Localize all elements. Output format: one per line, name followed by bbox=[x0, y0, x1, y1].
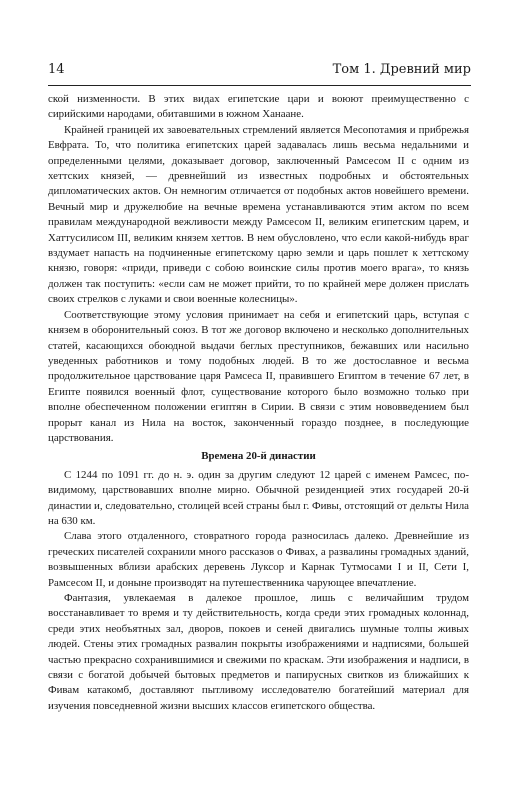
page-body bbox=[48, 92, 469, 714]
header-rule bbox=[48, 85, 471, 86]
section-title: Времена 20-й династии bbox=[201, 450, 316, 463]
paragraph: С 1244 по 1091 гг. до н. э. один за другим следуют 12 царей с именем Рамсес, по-видимому, царствовавших вполне мирно. Обычной резиденцией этих государей 20-й династии и, следовательно, столицей всей страны был г. Фивы, отстоящий от дельты Нила на 630 км. bbox=[48, 468, 469, 527]
paragraph: Фантазия, увлекаемая в далекое прошлое, лишь с величайшим трудом восстанавливает то время и ту действительность, когда среди этих громадных колоннад, среди этих необъятных зал, дворов, покоев и сеней двигались шумные толпы живых людей. Стены этих громадных развалин покрыты изображениями и надписями, большей частью прекрасно сохранившимися и свежими по краскам. Эти изображения и надписи, в связи с богатой добычей бытовых предметов и папирусных свитков из ближайших к Фивам катакомб, доставляют пытливому исследователю богатейший материал для изучения повседневной жизни высших классов египетского общества. bbox=[48, 592, 469, 712]
page-number: 14 bbox=[48, 62, 65, 77]
paragraph: Крайней границей их завоевательных стремлений является Месопотамия и прибрежья Евфрата. То, что политика египетских царей задавалась лишь весьма недальними и определенными целями, доказывает договор, заключенный Рамсесом II с одним из хеттских князей, — древнейший из известных подробных и обстоятельных дипломатических актов. Он немногим отличается от подобных актов новейшего времени. Вечный мир и дружелюбие на вечные времена устанавливаются этим актом по всем правилам международной вежливости между Рамсесом II, великим египетским царем, и Хаттусилисом III, великим князем хеттов. В нем обусловлено, что если какой-нибудь враг вздумает напасть на подчиненные египетскому царю земли и царь пошлет к хеттскому князю, говоря: «приди, приведи с собою воинские силы против моего врага», то князь должен так поступить: «если сам не может прийти, то по крайней мере должен прислать своих стрелков с луками и свои военные колесницы». bbox=[48, 123, 469, 306]
paragraph: Слава этого отдаленного, стовратного города разносилась далеко. Древнейшие из греческих писателей сохранили много рассказов о Фивах, а развалины громадных зданий, возвышенных вблизи арабских деревень Луксор и Карнак Тутмосами I и II, Сети I, Рамсесом II, и доныне производят на путешественника чарующее впечатление. bbox=[48, 530, 469, 589]
page-header bbox=[48, 62, 471, 84]
paragraph: Соответствующие этому условия принимает на себя и египетский царь, вступая с князем в оборонительный союз. В тот же договор включено и несколько дополнительных статей, касающихся обоюдной выдачи беглых преступников, бежавших или насильно уведенных работников и тому подобных людей. В то же достославное и весьма продолжительное царствование царя Рамсеса II, правившего Египтом в течение 67 лет, в Египте появился военный флот, существование которого было возможно только при вполне обеспеченном положении египтян в Сирии. В связи с этим нововведением был прорыт канал из Нила на восток, законченный гораздо позднее, в последующие царствования. bbox=[48, 308, 469, 444]
paragraph: ской низменности. В этих видах египетские цари и воюют преимущественно с сирийскими народами, обитавшими в южном Ханаане. bbox=[48, 93, 469, 121]
running-title: Том 1. Древний мир bbox=[332, 62, 471, 77]
